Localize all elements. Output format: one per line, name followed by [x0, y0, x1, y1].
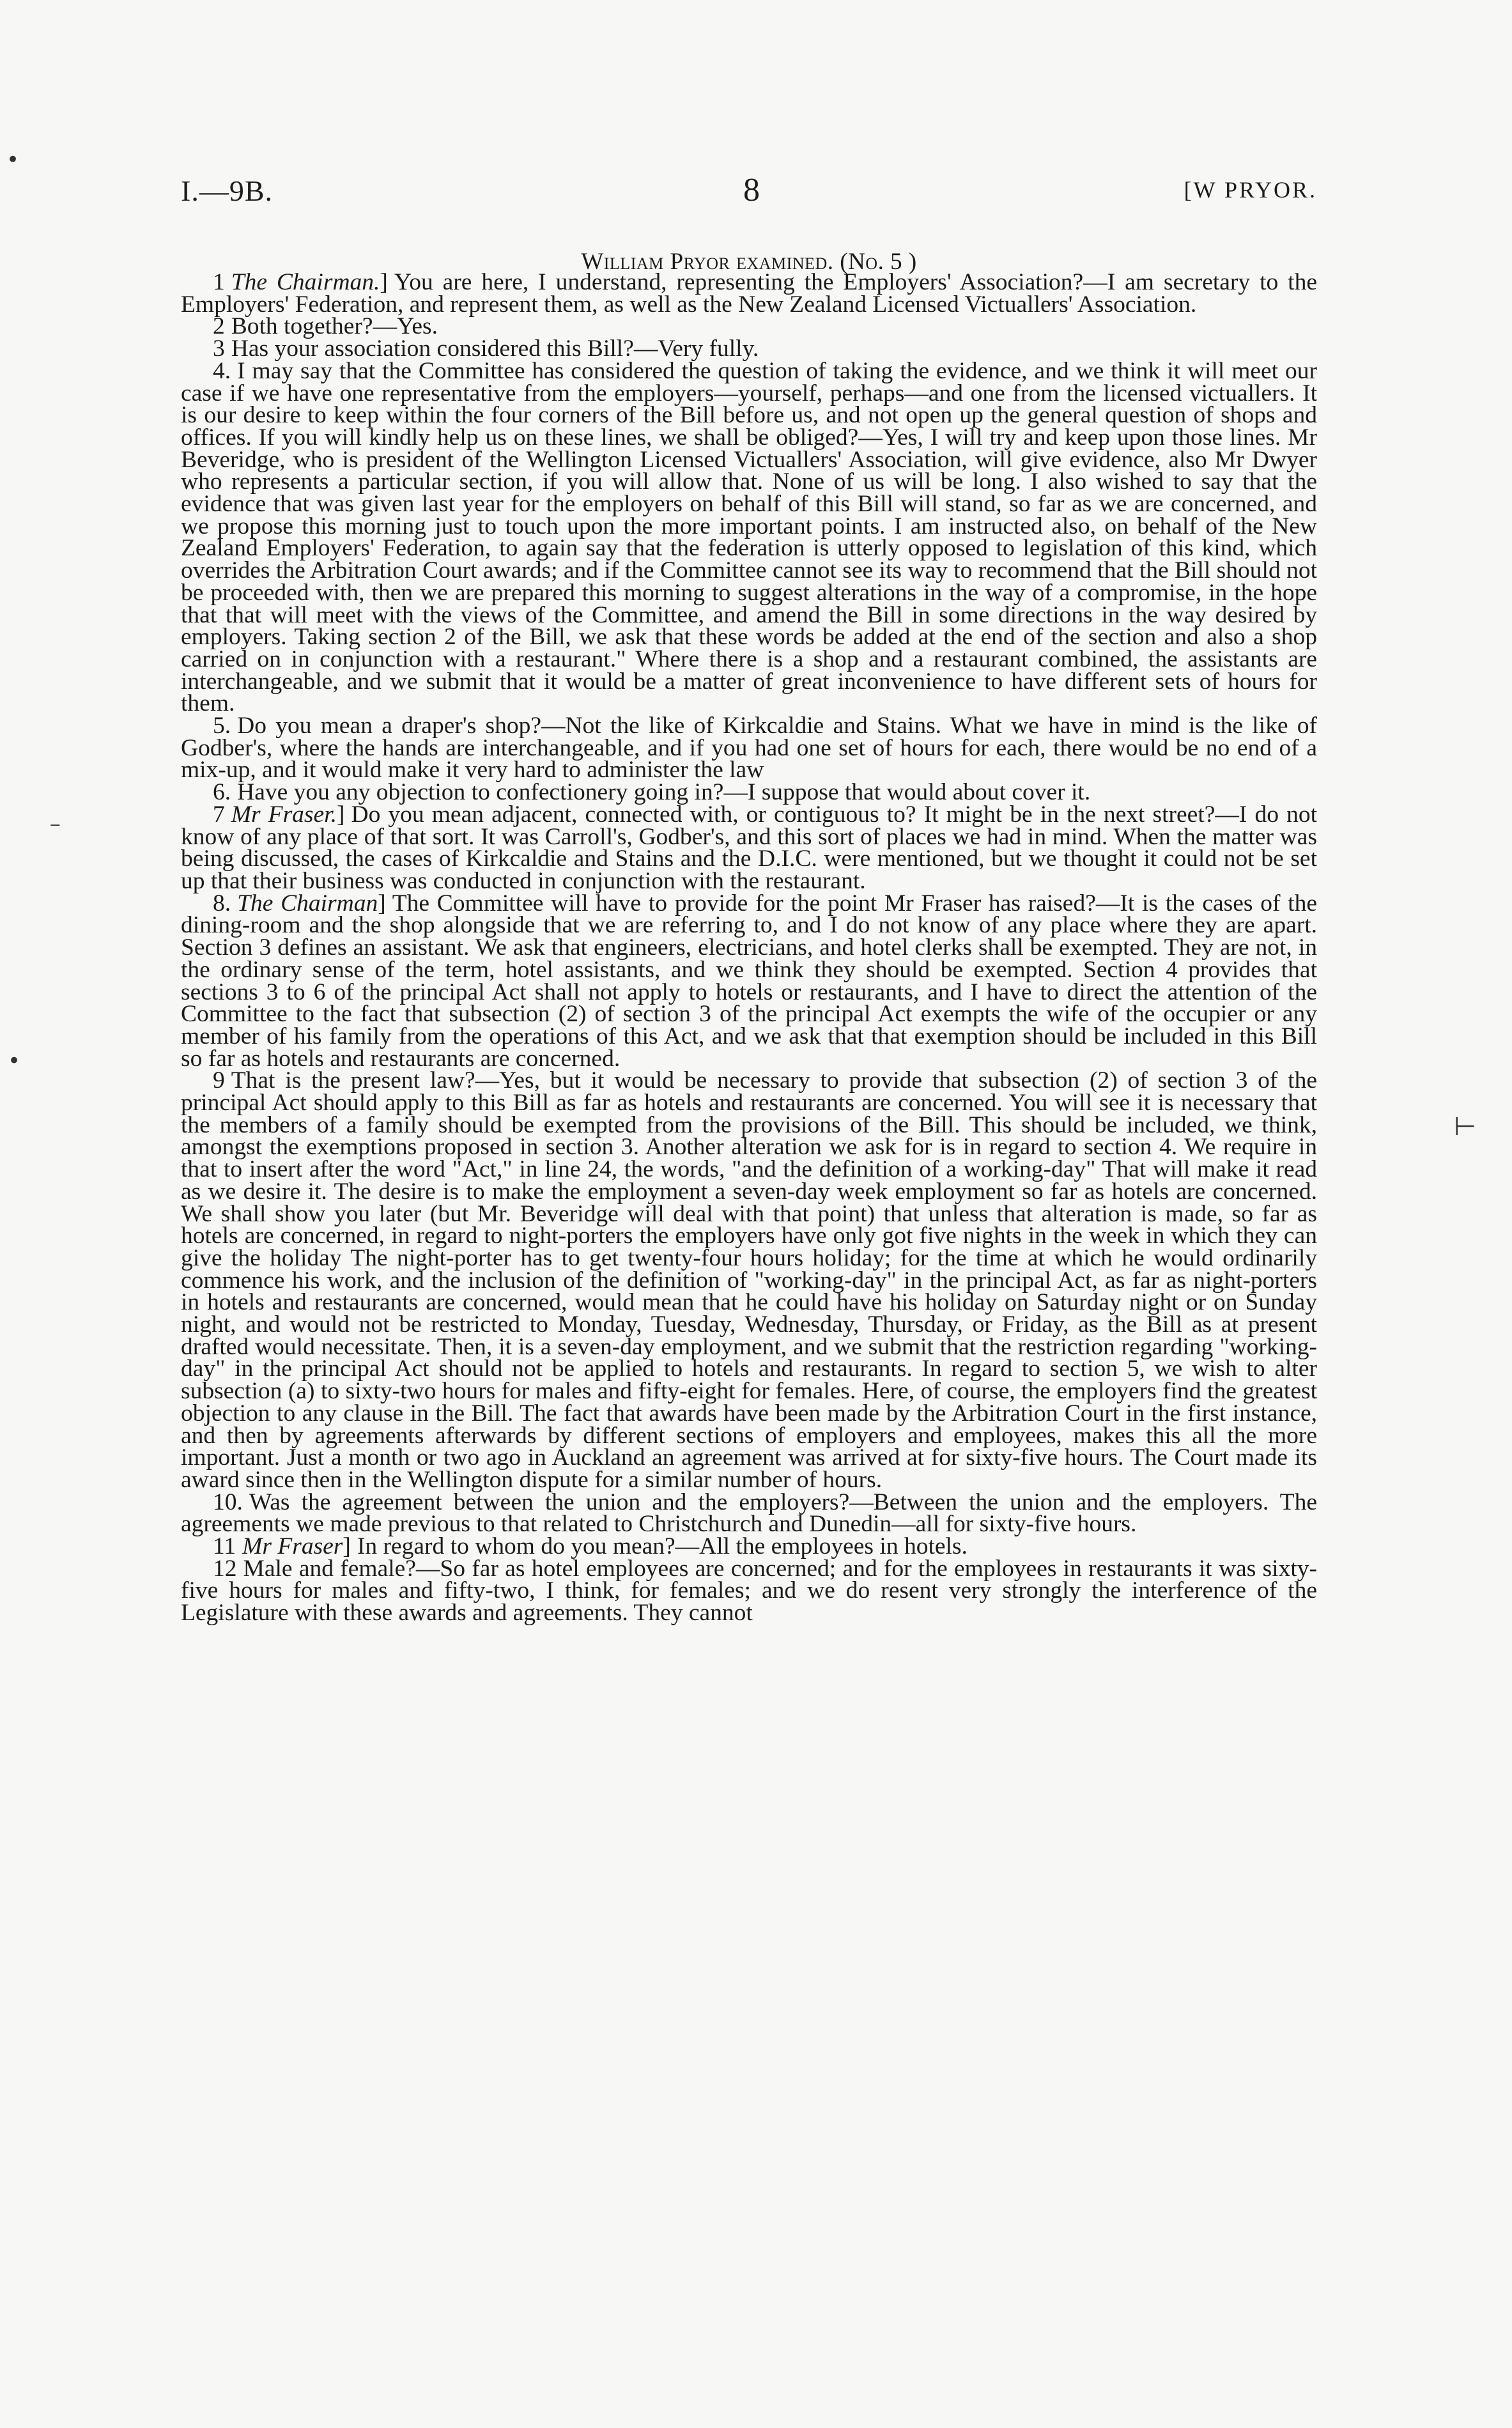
- running-head: [W PRYOR.: [1184, 177, 1317, 203]
- question-number: 11: [213, 1533, 236, 1560]
- testimony-paragraph-2: [181, 313, 1317, 340]
- page-number: 8: [743, 172, 760, 208]
- margin-tick-mark: ⊢: [1454, 1112, 1476, 1141]
- paragraph-text: Has your association considered this Bill?—Very fully.: [231, 336, 759, 362]
- speaker-bracket: ]: [343, 1533, 351, 1560]
- paper-reference: I.—9B.: [181, 174, 273, 207]
- question-number: 3: [213, 336, 225, 362]
- margin-dot-mark: •: [6, 147, 20, 173]
- speaker-bracket: ]: [380, 269, 388, 295]
- margin-dash-mark: ‒: [50, 815, 61, 834]
- paragraph-text: Have you any objection to confectionery going in?—I suppose that would about cover it.: [237, 779, 1091, 806]
- question-number: 8.: [213, 890, 231, 916]
- speaker-name: Mr Fraser.: [231, 801, 337, 828]
- paragraph-text: In regard to whom do you mean?—All the employees in hotels.: [357, 1533, 968, 1560]
- question-number: 1: [213, 269, 225, 295]
- paragraph-text: Do you mean a draper's shop?—Not the like of Kirkcaldie and Stains. What we have in mind is the like of Godber's, where the hands are interchangeable, and if you had one set of hours for each, there would be no end of a mix-up, and it would make it very hard to administer the law: [181, 713, 1317, 784]
- question-number: 5.: [213, 713, 231, 739]
- testimony-paragraph-12: [181, 1555, 1317, 1627]
- testimony-paragraph-10: [181, 1489, 1317, 1538]
- testimony-paragraph-8: [181, 890, 1317, 1072]
- question-number: 4.: [213, 357, 231, 384]
- question-number: 9: [213, 1067, 225, 1094]
- testimony-paragraph-9: [181, 1067, 1317, 1493]
- margin-dot-mark: •: [8, 1048, 21, 1074]
- testimony-paragraph-5: [181, 715, 1317, 782]
- speaker-name: The Chairman.: [231, 269, 380, 295]
- testimony-paragraph-11: [181, 1533, 1317, 1560]
- paragraph-text: I may say that the Committee has considered the question of taking the evidence, and we think it will meet our case if we have one representative from the employers—yourself, perhaps—and one from the licensed victuallers. It is our desire to keep within the four corners of the Bill before us, and not open up the general question of shops and offices. If you will kindly help us on these lines, we shall be obliged?—Yes, I will try and keep upon those lines. Mr Beveridge, who is president of the Wellington Licensed Victuallers' Association, will give evidence, also Mr Dwyer who represents a particular section, if you will allow that. None of us will be long. I also wished to say that the evidence that was given last year for the employers on behalf of this Bill will stand, so far as we are concerned, and we propose this morning just to touch upon the more important points. I am instructed also, on behalf of the New Zealand Employers' Federation, to again say that the federation is utterly opposed to legislation of this kind, which overrides the Arbitration Court awards; and if the Committee cannot see its way to recommend that the Bill should not be proceeded with, then we are prepared this morning to suggest alterations in the way of a compromise, in the hope that that will meet with the views of the Committee, and amend the Bill in some directions in the way desired by employers. Taking section 2 of the Bill, we ask that these words be added at the end of the section and also a shop carried on in conjunction with a restaurant." Where there is a shop and a restaurant combined, the assistants are interchangeable, and we submit that it would be a matter of great inconvenience to have different sets of hours for them.: [181, 357, 1317, 717]
- testimony-paragraph-7: [181, 801, 1317, 894]
- question-number: 10.: [213, 1489, 243, 1515]
- question-number: 7: [213, 801, 225, 828]
- paragraph-text: Do you mean adjacent, connected with, or contiguous to? It might be in the next street?—I do not know of any place of that sort. It was Carroll's, Godber's, and this sort of places we had in mind. When the matter was being discussed, the cases of Kirkcaldie and Stains and the D.I.C. were mentioned, but we thought it could not be set up that their business was conducted in conjunction with the restaurant.: [181, 801, 1317, 894]
- question-number: 2: [213, 313, 225, 340]
- paragraph-text: Was the agreement between the union and the employers?—Between the union and the employers. The agreements we made previous to that related to Christchurch and Dunedin—all for sixty-five hours.: [181, 1489, 1317, 1538]
- testimony-paragraph-6: [181, 779, 1317, 806]
- testimony-paragraph-3: [181, 338, 1317, 360]
- testimony-body: [181, 269, 1317, 1627]
- paragraph-text: You are here, I understand, representing the Employers' Association?—I am secretary to the Employers' Federation, and represent them, as well as the New Zealand Licensed Victuallers' Association.: [181, 269, 1317, 318]
- speaker-bracket: ]: [378, 890, 386, 916]
- question-number: 6.: [213, 779, 231, 806]
- question-number: 12: [213, 1555, 237, 1582]
- testimony-paragraph-4: [181, 357, 1317, 717]
- paragraph-text: That is the present law?—Yes, but it would be necessary to provide that subsection (2) of section 3 of the principal Act should apply to this Bill as far as hotels and restaurants are concerned. You will see it is necessary that the members of a family should be exempted from the provisions of the Bill. This should be included, we think, amongst the exemptions proposed in section 3. Another alteration we ask for is in regard to section 4. We require in that to insert after the word "Act," in line 24, the words, "and the definition of a working-day" That will make it read as we desire it. The desire is to make the employment a seven-day week employment so far as hotels are concerned. We shall show you later (but Mr. Beveridge will deal with that point) that unless that alteration is made, so far as hotels are concerned, in regard to night-porters the employers have only got five nights in the week in which they can give the holiday The night-porter has to get twenty-four hours holiday; for the time at which he would ordinarily commence his work, and the inclusion of the definition of "working-day" in the principal Act, as far as night-porters in hotels and restaurants are concerned, would mean that he could have his holiday on Saturday night or on Sunday night, and would not be restricted to Monday, Tuesday, Wednesday, Thursday, or Friday, as the Bill as at present drafted would necessitate. Then, it is a seven-day employment, and we submit that the restriction regarding "working-day" in the principal Act should not be applied to hotels and restaurants. In regard to section 5, we wish to alter subsection (a) to sixty-two hours for males and fifty-eight for females. Here, of course, the employers find the greatest objection to any clause in the Bill. The fact that awards have been made by the Arbitration Court in the first instance, and then by agreements afterwards by different sections of employers and employees, makes this all the more important. Just a month or two ago in Auckland an agreement was arrived at for sixty-five hours. The Court made its award since then in the Wellington dispute for a similar number of hours.: [181, 1067, 1317, 1493]
- page-header: [181, 174, 1317, 219]
- paragraph-text: Both together?—Yes.: [231, 313, 438, 340]
- speaker-name: The Chairman: [237, 890, 378, 916]
- paragraph-text: The Committee will have to provide for the point Mr Fraser has raised?—It is the cases of the dining-room and the shop alongside that we are referring to, and I do not know of any place where they are apart. Section 3 defines an assistant. We ask that engineers, electricians, and hotel clerks shall be exempted. They are not, in the ordinary sense of the term, hotel assistants, and we think they should be exempted. Section 4 provides that sections 3 to 6 of the principal Act shall not apply to hotels or restaurants, and I have to direct the attention of the Committee to the fact that subsection (2) of section 3 of the principal Act exempts the wife of the occupier or any member of his family from the operations of this Act, and we ask that that exemption should be included in this Bill so far as hotels and restaurants are concerned.: [181, 890, 1317, 1072]
- section-title: William Pryor examined. (No. 5 ): [581, 249, 917, 275]
- testimony-paragraph-1: [181, 269, 1317, 318]
- speaker-name: Mr Fraser: [242, 1533, 343, 1560]
- paragraph-text: Male and female?—So far as hotel employees are concerned; and for the employees in restaurants it was sixty-five hours for males and fifty-two, I think, for females; and we do resent very strongly the interference of the Legislature with these awards and agreements. They cannot: [181, 1555, 1317, 1627]
- speaker-bracket: ]: [336, 801, 345, 828]
